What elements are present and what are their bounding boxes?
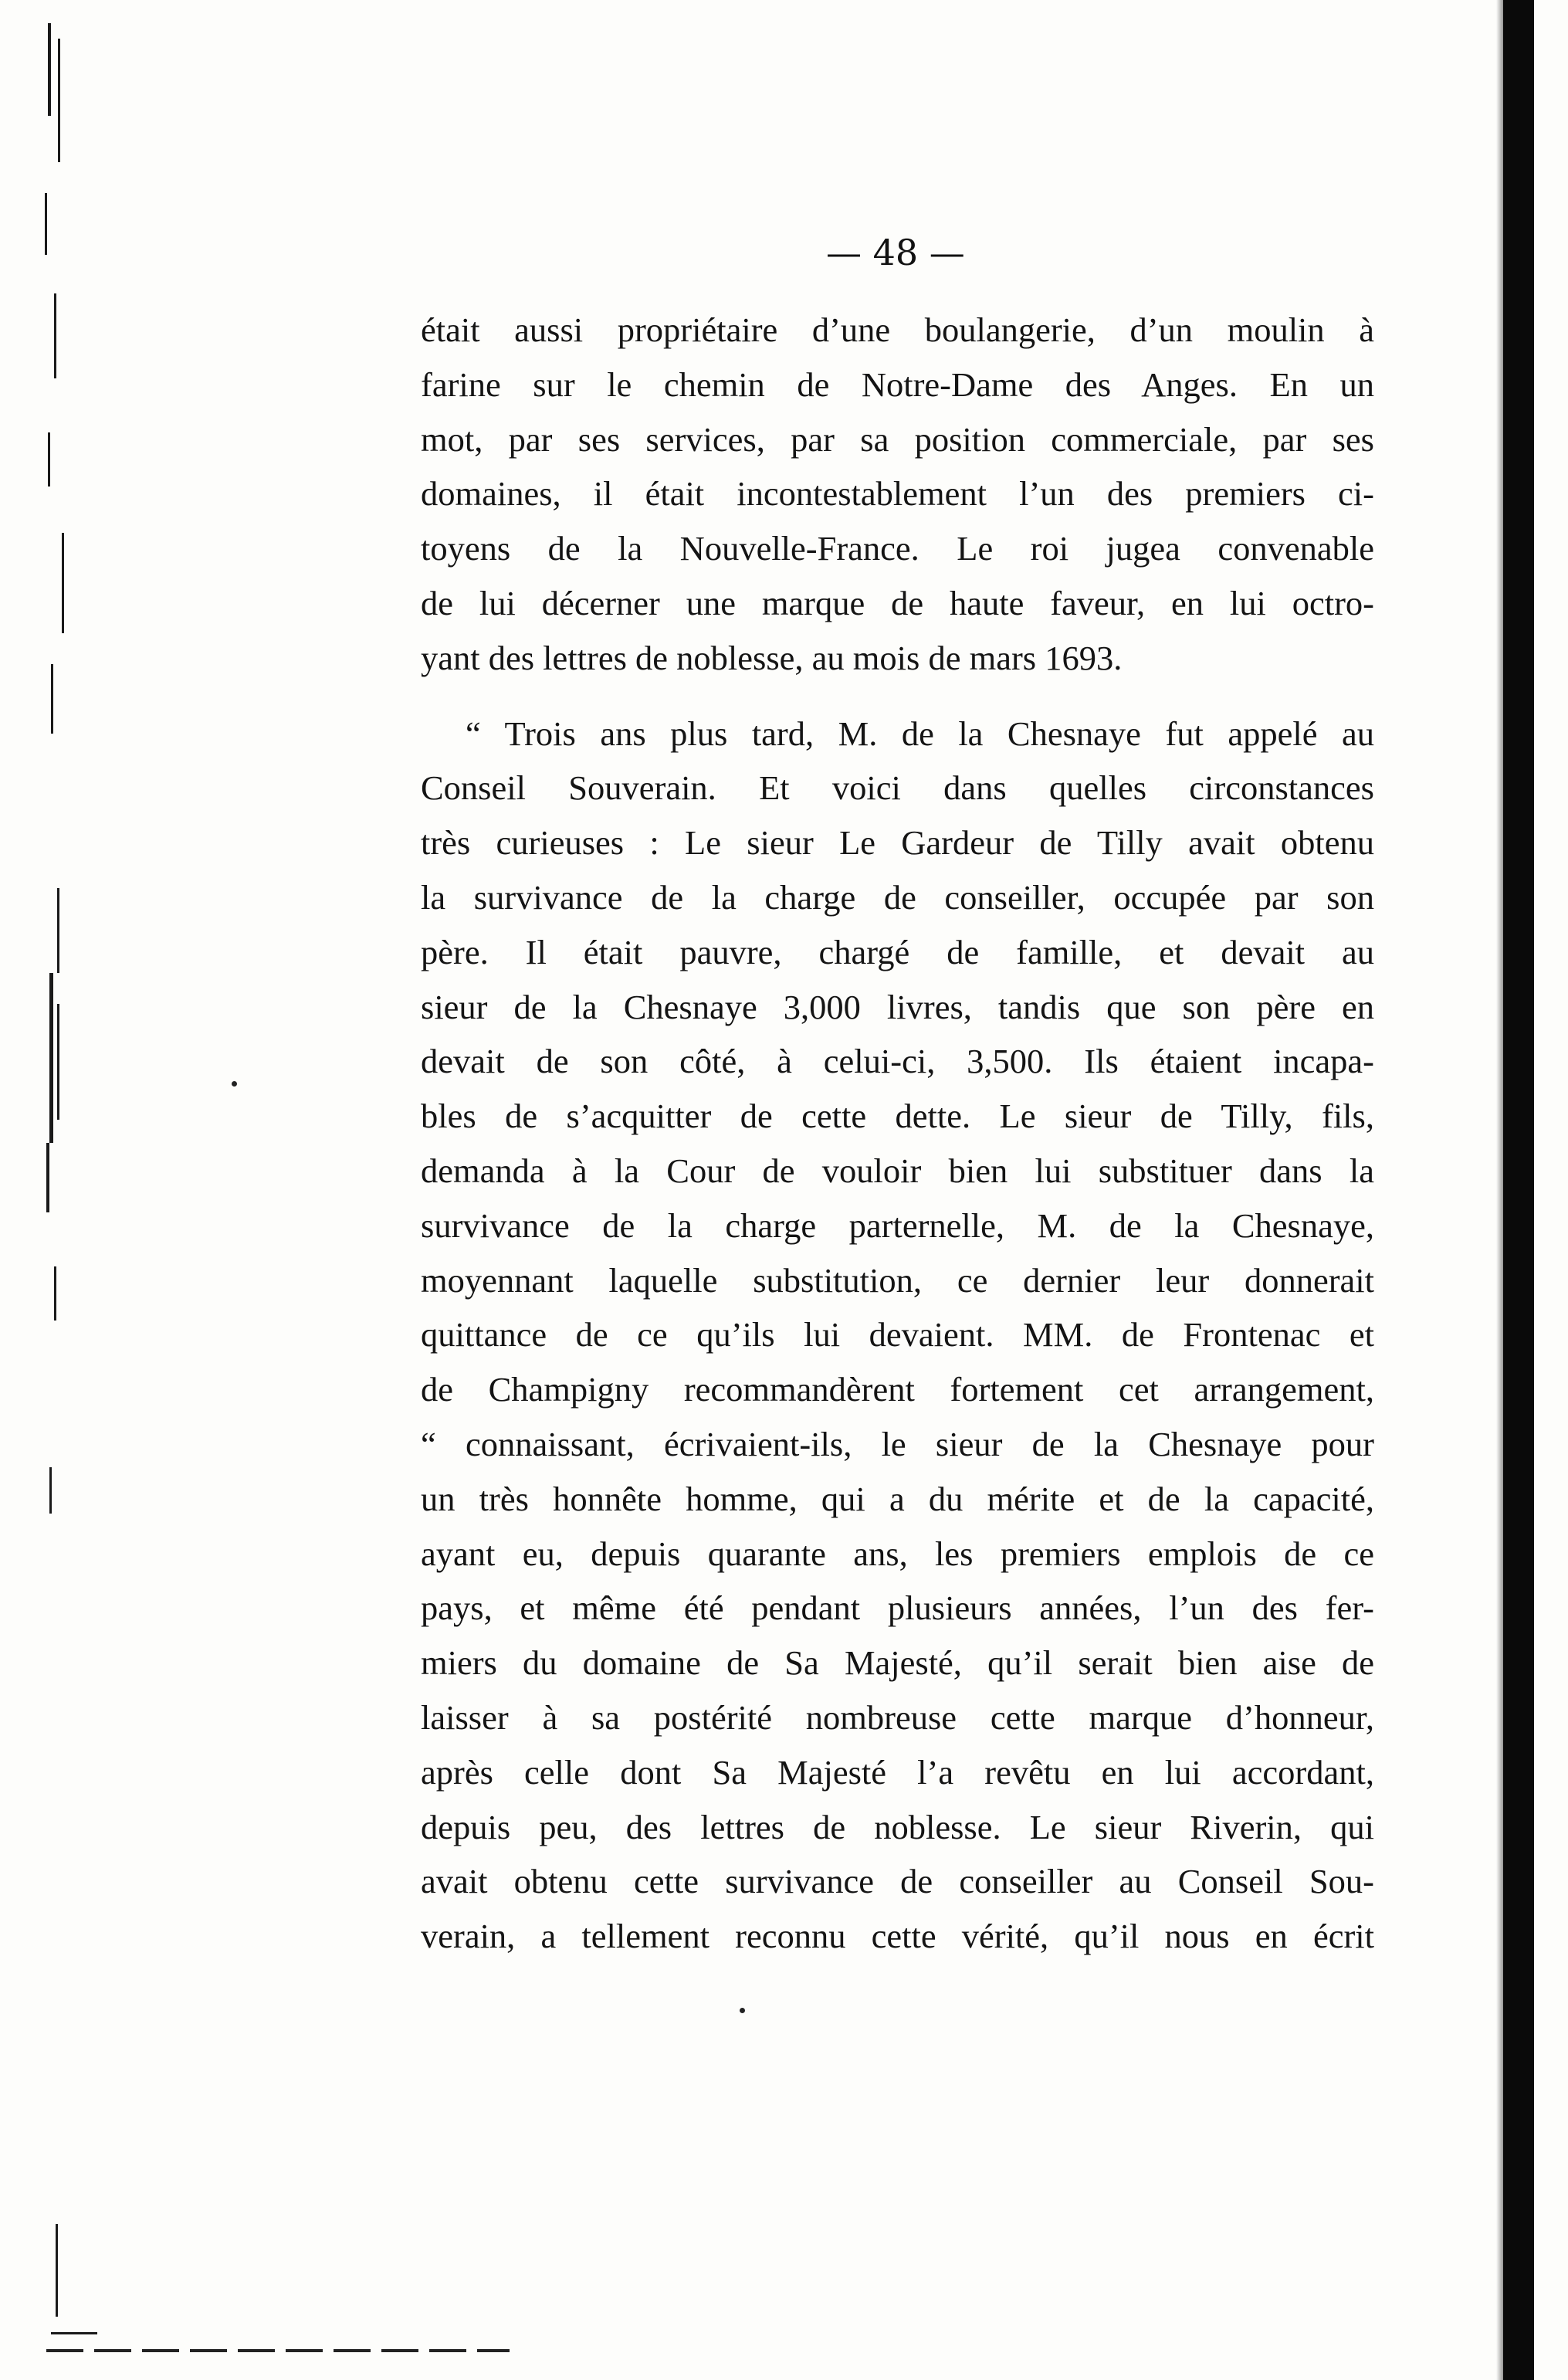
text-line: “ Trois ans plus tard, M. de la Chesnaye fut appelé au (466, 714, 1374, 753)
text-line: bles de s’acquitter de cette dette. Le sieur de Tilly, fils, (421, 1097, 1374, 1136)
text-line: la survivance de la charge de conseiller, occupée par son (421, 877, 1374, 917)
text-line: miers du domaine de Sa Majesté, qu’il serait bien aise de (421, 1643, 1374, 1683)
scan-speck (740, 2008, 745, 2013)
scan-edge-bar (1503, 0, 1534, 2380)
text-line: depuis peu, des lettres de noblesse. Le sieur Riverin, qui (421, 1807, 1374, 1846)
text-line: demanda à la Cour de vouloir bien lui substituer dans la (421, 1151, 1374, 1190)
text-line: père. Il était pauvre, chargé de famille, et devait au (421, 932, 1374, 971)
text-line: avait obtenu cette survivance de conseiller au Conseil Sou- (421, 1862, 1374, 1901)
text-line: très curieuses : Le sieur Le Gardeur de Tilly avait obtenu (421, 823, 1374, 863)
text-line: devait de son côté, à celui-ci, 3,500. Ils étaient incapa- (421, 1042, 1374, 1081)
text-line: ayant eu, depuis quarante ans, les premiers emplois de ce (421, 1534, 1374, 1573)
text-line: de Champigny recommandèrent fortement cet arrangement, (421, 1370, 1374, 1409)
paragraph-gap (421, 686, 1374, 707)
text-line: Conseil Souverain. Et voici dans quelles circonstances (421, 768, 1374, 808)
text-line: après celle dont Sa Majesté l’a revêtu en lui accordant, (421, 1752, 1374, 1792)
text-line: “ connaissant, écrivaient-ils, le sieur de la Chesnaye pour (421, 1424, 1374, 1463)
scan-left-margin-marks (0, 0, 124, 2380)
text-line: domaines, il était incontestablement l’un des premiers ci- (421, 474, 1374, 514)
text-line: yant des lettres de noblesse, au mois de mars 1693. (421, 638, 1123, 677)
text-line: mot, par ses services, par sa position commerciale, par ses (421, 419, 1374, 459)
text-line: moyennant laquelle substitution, ce dernier leur donnerait (421, 1260, 1374, 1300)
text-line: un très honnête homme, qui a du mérite et de la capacité, (421, 1479, 1374, 1518)
text-line: était aussi propriétaire d’une boulangerie, d’un moulin à (421, 310, 1374, 349)
scan-speck (232, 1081, 237, 1087)
text-line: pays, et même été pendant plusieurs années, l’un des fer- (421, 1588, 1374, 1628)
text-line: sieur de la Chesnaye 3,000 livres, tandis que son père en (421, 987, 1374, 1026)
text-line: laisser à sa postérité nombreuse cette marque d’honneur, (421, 1697, 1374, 1737)
body-text (421, 303, 1374, 1964)
page-number-text: — 48 — (826, 232, 965, 273)
scan-bottom-rule (46, 2349, 510, 2352)
text-line: farine sur le chemin de Notre-Dame des Anges. En un (421, 364, 1374, 404)
text-line: verain, a tellement reconnu cette vérité, qu’il nous en écrit (421, 1917, 1374, 1956)
text-line: toyens de la Nouvelle-France. Le roi jugea convenable (421, 529, 1374, 568)
text-line: survivance de la charge parternelle, M. de la Chesnaye, (421, 1205, 1374, 1245)
text-line: de lui décerner une marque de haute faveur, en lui octro- (421, 583, 1374, 622)
text-line: quittance de ce qu’ils lui devaient. MM. de Frontenac et (421, 1315, 1374, 1354)
